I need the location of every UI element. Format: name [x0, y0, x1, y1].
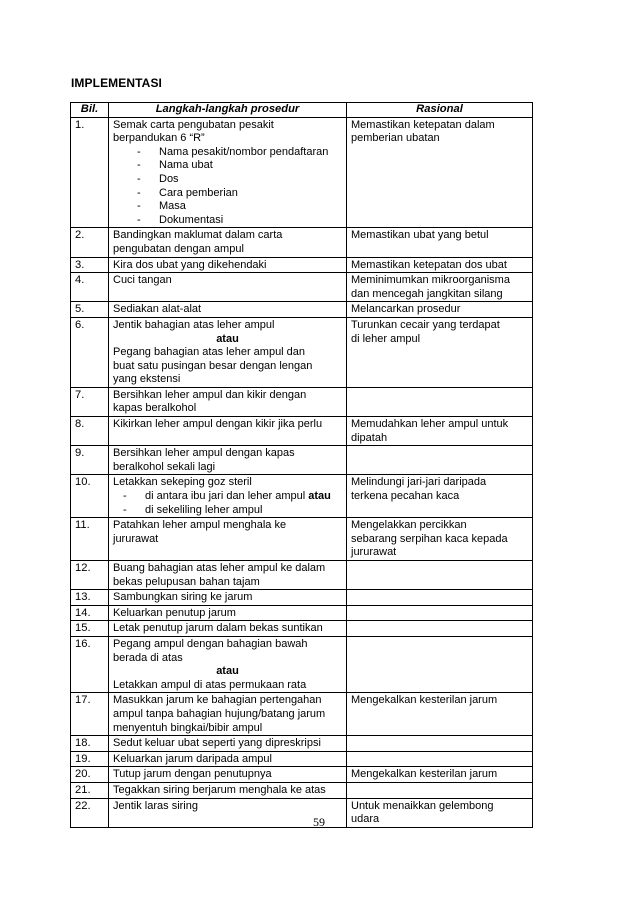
table-row	[71, 475, 533, 518]
procedure-step	[109, 605, 347, 621]
procedure-step	[109, 782, 347, 798]
procedure-step	[109, 736, 347, 752]
step-sub-item-text: di sekeliling leher ampul	[145, 503, 263, 516]
table-body	[71, 117, 533, 827]
step-number: 15.	[71, 621, 109, 637]
table-row	[71, 273, 533, 302]
rationale-text-line: Memastikan ubat yang betul	[351, 229, 489, 242]
step-sub-item-text: Nama pesakit/nombor pendaftaran	[159, 145, 329, 158]
rationale-text-line: udara	[351, 813, 380, 826]
bullet-dash: -	[137, 213, 141, 226]
step-text-line: pengubatan dengan ampul	[113, 242, 244, 255]
step-text-line: Keluarkan jarum daripada ampul	[113, 752, 272, 765]
step-number: 1.	[71, 117, 109, 228]
rationale-cell	[347, 518, 533, 561]
column-header-procedure: Langkah-langkah prosedur	[109, 103, 347, 118]
step-sub-item	[113, 187, 342, 201]
table-row	[71, 693, 533, 736]
step-text-line: Bandingkan maklumat dalam carta	[113, 229, 283, 242]
rationale-text-line: jururawat	[351, 546, 397, 559]
rationale-text-line: sebarang serpihan kaca kepada	[351, 532, 508, 545]
step-text-line: Sedut keluar ubat seperti yang dipreskripsi	[113, 737, 321, 750]
step-number: 16.	[71, 636, 109, 692]
rationale-text-line: Memastikan ketepatan dos ubat	[351, 258, 507, 271]
rationale-cell	[347, 636, 533, 692]
step-text-line: Sediakan alat-alat	[113, 303, 202, 316]
rationale-cell	[347, 387, 533, 416]
step-text-line: ampul tanpa bahagian hujung/batang jarum	[113, 707, 326, 720]
step-text-line: Pegang ampul dengan bahagian bawah	[113, 637, 308, 650]
procedure-step	[109, 561, 347, 590]
step-text-line: Jentik laras siring	[113, 799, 198, 812]
bullet-dash: -	[123, 503, 127, 516]
procedure-step	[109, 693, 347, 736]
step-text-line: Cuci tangan	[113, 274, 172, 287]
step-sub-item-text: Dos	[159, 172, 179, 185]
procedure-step	[109, 767, 347, 783]
procedure-step	[109, 475, 347, 518]
step-text-line: Pegang bahagian atas leher ampul dan	[113, 346, 306, 359]
rationale-cell	[347, 228, 533, 257]
rationale-cell	[347, 621, 533, 637]
step-text-line: Tutup jarum dengan penutupnya	[113, 768, 272, 781]
rationale-cell	[347, 446, 533, 475]
table-row	[71, 387, 533, 416]
procedure-step	[109, 273, 347, 302]
step-text-line: yang ekstensi	[113, 373, 181, 386]
rationale-cell	[347, 736, 533, 752]
step-number: 18.	[71, 736, 109, 752]
step-text-line: berada di atas	[113, 651, 183, 664]
step-text-line: Sambungkan siring ke jarum	[113, 591, 253, 604]
rationale-cell	[347, 782, 533, 798]
step-text-line: Masukkan jarum ke bahagian pertengahan	[113, 694, 322, 707]
step-number: 10.	[71, 475, 109, 518]
rationale-text-line: dan mencegah jangkitan silang	[351, 287, 503, 300]
procedure-step	[109, 621, 347, 637]
page-number: 59	[313, 815, 325, 829]
rationale-cell	[347, 417, 533, 446]
step-number: 3.	[71, 257, 109, 273]
step-text-line: kapas beralkohol	[113, 402, 197, 415]
procedure-step	[109, 317, 347, 387]
bullet-dash: -	[123, 490, 127, 503]
rationale-cell	[347, 751, 533, 767]
rationale-text-line: Mengekalkan kesterilan jarum	[351, 768, 498, 781]
rationale-text-line: terkena pecahan kaca	[351, 490, 460, 503]
rationale-text-line: Mengelakkan percikkan	[351, 519, 467, 532]
table-row	[71, 736, 533, 752]
procedure-step	[109, 417, 347, 446]
step-number: 6.	[71, 317, 109, 387]
table-row	[71, 417, 533, 446]
step-sub-item-text: Dokumentasi	[159, 213, 224, 226]
step-text-line: beralkohol sekali lagi	[113, 460, 216, 473]
step-sub-item-text: di antara ibu jari dan leher ampul	[145, 490, 309, 503]
step-sub-item	[113, 159, 342, 173]
section-heading: IMPLEMENTASI	[71, 76, 162, 90]
step-sub-item-text: Nama ubat	[159, 159, 213, 172]
table-row	[71, 228, 533, 257]
step-text-line: bekas pelupusan bahan tajam	[113, 575, 260, 588]
rationale-cell	[347, 590, 533, 606]
or-keyword: atau	[216, 332, 239, 345]
rationale-text-line: Mengekalkan kesterilan jarum	[351, 694, 498, 707]
table-row	[71, 782, 533, 798]
step-text-line: Letakkan sekeping goz steril	[113, 476, 252, 489]
rationale-cell	[347, 317, 533, 387]
step-sub-item	[113, 504, 342, 518]
procedure-step	[109, 636, 347, 692]
rationale-text-line: Meminimumkan mikroorganisma	[351, 274, 510, 287]
step-sub-item	[113, 214, 342, 228]
step-text-line: Kikirkan leher ampul dengan kikir jika perlu	[113, 418, 323, 431]
step-number: 5.	[71, 302, 109, 318]
table-row	[71, 561, 533, 590]
bullet-dash: -	[137, 172, 141, 185]
table-row	[71, 751, 533, 767]
column-header-bil: Bil.	[71, 103, 109, 118]
table-row	[71, 302, 533, 318]
rationale-text-line: Memudahkan leher ampul untuk	[351, 418, 509, 431]
step-text-line: Patahkan leher ampul menghala ke	[113, 519, 287, 532]
rationale-text-line: Melancarkan prosedur	[351, 303, 461, 316]
step-sub-item	[113, 173, 342, 187]
step-number: 21.	[71, 782, 109, 798]
procedure-step	[109, 257, 347, 273]
procedure-step	[109, 117, 347, 228]
table-row	[71, 518, 533, 561]
bullet-dash: -	[137, 200, 141, 213]
step-text-line: Letak penutup jarum dalam bekas suntikan	[113, 622, 323, 635]
step-number: 17.	[71, 693, 109, 736]
procedure-step	[109, 590, 347, 606]
rationale-text-line: Turunkan cecair yang terdapat	[351, 318, 500, 331]
step-text-line: Kira dos ubat yang dikehendaki	[113, 258, 267, 271]
rationale-text-line: Melindungi jari-jari daripada	[351, 476, 487, 489]
column-header-rationale: Rasional	[347, 103, 533, 118]
step-sub-item-text: Masa	[159, 200, 186, 213]
step-text-line: Keluarkan penutup jarum	[113, 606, 236, 619]
step-text-line: berpandukan 6 “R”	[113, 132, 205, 145]
or-keyword: atau	[308, 490, 331, 503]
rationale-cell	[347, 767, 533, 783]
step-text-line: Letakkan ampul di atas permukaan rata	[113, 678, 307, 691]
step-text-line: menyentuh bingkai/bibir ampul	[113, 721, 263, 734]
step-number: 14.	[71, 605, 109, 621]
step-sub-item	[113, 490, 342, 504]
step-number: 2.	[71, 228, 109, 257]
step-sub-item	[113, 146, 342, 160]
step-sub-item-text: Cara pemberian	[159, 186, 238, 199]
step-number: 13.	[71, 590, 109, 606]
table-row	[71, 636, 533, 692]
rationale-cell	[347, 693, 533, 736]
procedure-step	[109, 387, 347, 416]
step-text-line: Tegakkan siring berjarum menghala ke atas	[113, 783, 326, 796]
rationale-cell	[347, 605, 533, 621]
rationale-text-line: pemberian ubatan	[351, 132, 440, 145]
rationale-cell	[347, 257, 533, 273]
step-number: 4.	[71, 273, 109, 302]
table-row	[71, 767, 533, 783]
rationale-cell	[347, 117, 533, 228]
bullet-dash: -	[137, 186, 141, 199]
or-keyword: atau	[216, 665, 239, 678]
rationale-cell	[347, 273, 533, 302]
step-text-line: Semak carta pengubatan pesakit	[113, 118, 274, 131]
step-number: 20.	[71, 767, 109, 783]
step-number: 19.	[71, 751, 109, 767]
step-text-line: Buang bahagian atas leher ampul ke dalam	[113, 562, 326, 574]
rationale-cell	[347, 302, 533, 318]
step-number: 11.	[71, 518, 109, 561]
rationale-text-line: Untuk menaikkan gelembong	[351, 799, 494, 812]
table-row	[71, 621, 533, 637]
procedure-step	[109, 228, 347, 257]
table-row	[71, 257, 533, 273]
procedure-table	[70, 102, 533, 828]
procedure-step	[109, 446, 347, 475]
table-row	[71, 446, 533, 475]
step-text-line: Bersihkan leher ampul dengan kapas	[113, 447, 295, 460]
step-text-line: Bersihkan leher ampul dan kikir dengan	[113, 388, 307, 401]
table-header-row	[71, 103, 533, 118]
rationale-cell	[347, 475, 533, 518]
step-text-line: jururawat	[113, 532, 159, 545]
step-number: 8.	[71, 417, 109, 446]
rationale-text-line: Memastikan ketepatan dalam	[351, 118, 495, 131]
rationale-text-line: dipatah	[351, 431, 388, 444]
step-text-line: buat satu pusingan besar dengan lengan	[113, 359, 313, 372]
step-text-line: Jentik bahagian atas leher ampul	[113, 318, 275, 331]
step-number: 9.	[71, 446, 109, 475]
procedure-step	[109, 751, 347, 767]
procedure-step	[109, 302, 347, 318]
table-row	[71, 590, 533, 606]
bullet-dash: -	[137, 159, 141, 172]
table-row	[71, 317, 533, 387]
table-row	[71, 117, 533, 228]
rationale-cell	[347, 561, 533, 590]
step-number: 22.	[71, 798, 109, 827]
step-number: 12.	[71, 561, 109, 590]
rationale-text-line: di leher ampul	[351, 332, 421, 345]
table-row	[71, 605, 533, 621]
bullet-dash: -	[137, 145, 141, 158]
step-number: 7.	[71, 387, 109, 416]
step-sub-item	[113, 200, 342, 214]
procedure-step	[109, 518, 347, 561]
